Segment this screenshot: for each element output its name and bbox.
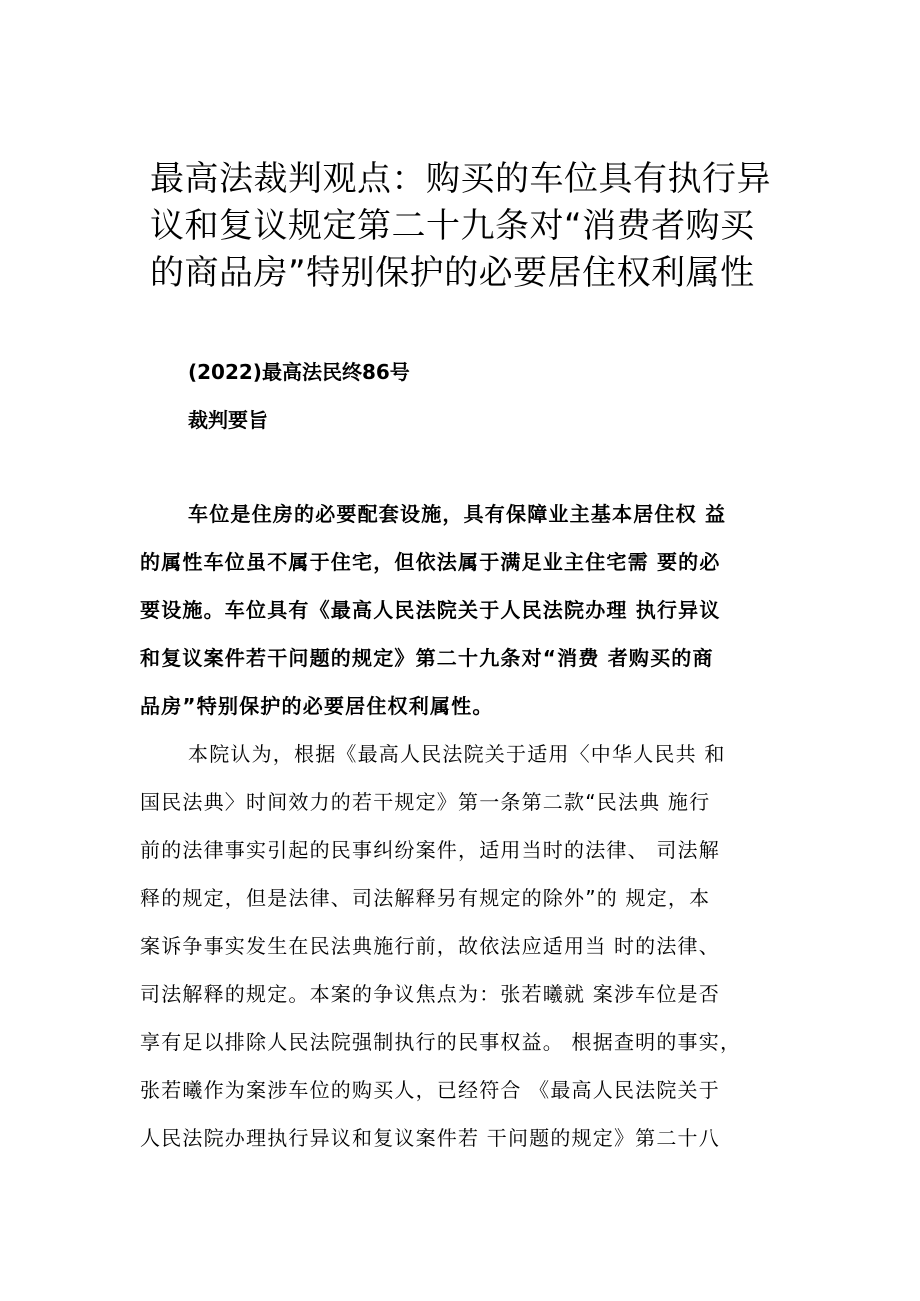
title-line: 的商品房”特别保护的必要居住权利属性 xyxy=(150,253,755,293)
body-line: 国民法典〉时间效力的若干规定》第一条第二款“民法典 施行 xyxy=(140,790,711,814)
case-number: (2022)最高法民终86号 xyxy=(188,360,410,384)
summary-line: 的属性车位虽不属于住宅，但依法属于满足业主住宅需 要的必 xyxy=(140,550,721,574)
body-line: 张若曦作为案涉车位的购买人，已经符合 《最高人民法院关于 xyxy=(140,1078,720,1102)
body-paragraph xyxy=(140,730,790,1162)
summary-line: 品房”特别保护的必要居住权利属性。 xyxy=(140,694,494,718)
body-line: 享有足以排除人民法院强制执行的民事权益。 根据查明的事实， xyxy=(140,1030,742,1054)
document-title xyxy=(150,156,790,297)
body-line: 前的法律事实引起的民事纠纷案件，适用当时的法律、 司法解 xyxy=(140,838,720,862)
title-line: 议和复议规定第二十九条对“消费者购买 xyxy=(150,206,755,246)
body-line: 案诉争事实发生在民法典施行前，故依法应适用当 时的法律、 xyxy=(140,934,720,958)
summary-line: 要设施。车位具有《最高人民法院关于人民法院办理 执行异议 xyxy=(140,598,721,622)
body-line: 司法解释的规定。本案的争议焦点为：张若曦就 案涉车位是否 xyxy=(140,982,720,1006)
summary-line: 和复议案件若干问题的规定》第二十九条对“消费 者购买的商 xyxy=(140,646,714,670)
body-line: 本院认为，根据《最高人民法院关于适用〈中华人民共 和 xyxy=(188,742,726,766)
summary-paragraph xyxy=(140,490,790,730)
body-line: 人民法院办理执行异议和复议案件若 干问题的规定》第二十八 xyxy=(140,1126,720,1150)
title-line: 最高法裁判观点：购买的车位具有执行异 xyxy=(150,159,771,199)
summary-line: 车位是住房的必要配套设施，具有保障业主基本居住权 益 xyxy=(188,502,727,526)
section-heading: 裁判要旨 xyxy=(188,408,268,432)
body-line: 释的规定，但是法律、司法解释另有规定的除外”的 规定，本 xyxy=(140,886,711,910)
